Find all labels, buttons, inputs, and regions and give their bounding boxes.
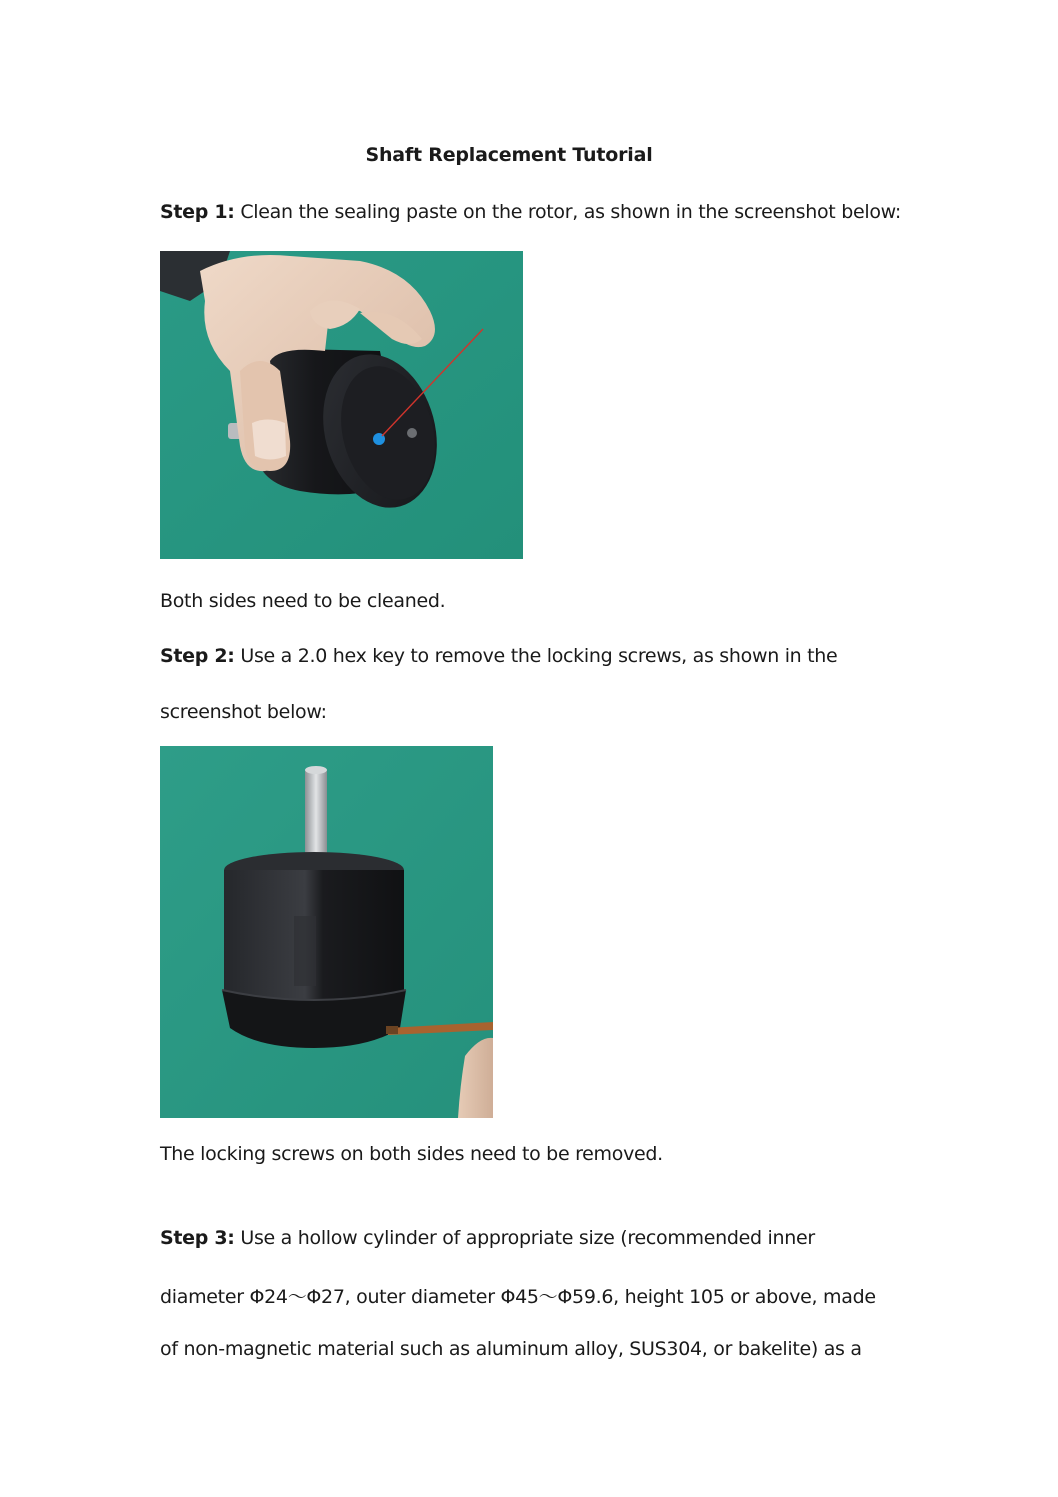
note2-text: The locking screws on both sides need to be removed. xyxy=(160,1143,663,1165)
step3-text-line2: diameter Φ24～Φ27, outer diameter Φ45～Φ59.6, height 105 or above, made xyxy=(160,1286,876,1308)
step2-label: Step 2: xyxy=(160,645,235,667)
step3-text-line3: of non-magnetic material such as aluminum alloy, SUS304, or bakelite) as a xyxy=(160,1338,862,1360)
step2-paragraph-line1 xyxy=(160,645,837,667)
note1-text: Both sides need to be cleaned. xyxy=(160,590,446,612)
step2-text-line2: screenshot below: xyxy=(160,701,327,723)
step1-label: Step 1: xyxy=(160,201,235,223)
step3-paragraph-line1 xyxy=(160,1227,815,1249)
step1-text: Clean the sealing paste on the rotor, as shown in the screenshot below: xyxy=(234,201,901,223)
step3-label: Step 3: xyxy=(160,1227,235,1249)
step3-text-line1: Use a hollow cylinder of appropriate size (recommended inner xyxy=(234,1227,815,1249)
step1-photo xyxy=(160,251,523,559)
document-title: Shaft Replacement Tutorial xyxy=(365,144,653,166)
step2-text-line1: Use a 2.0 hex key to remove the locking screws, as shown in the xyxy=(234,645,838,667)
step2-photo xyxy=(160,746,493,1118)
step1-paragraph xyxy=(160,201,901,223)
